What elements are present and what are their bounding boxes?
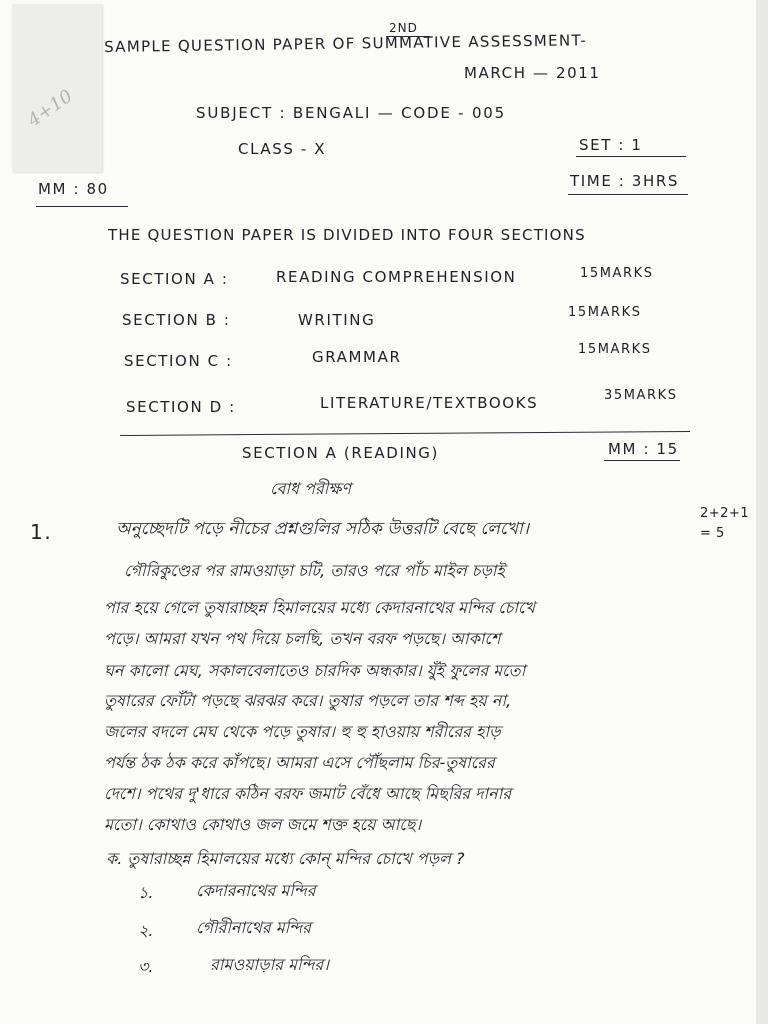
- section-c-marks: 15MARKS: [578, 342, 652, 357]
- section-a-subheading: বোধ পরীক্ষণ: [270, 479, 351, 498]
- section-a-marks-underline: [604, 460, 680, 461]
- option-text: রামওয়াড়ার মন্দির।: [210, 955, 329, 974]
- subject-line: SUBJECT : BENGALI — CODE - 005: [196, 104, 506, 122]
- section-d-marks: 35MARKS: [604, 388, 678, 403]
- set-number: SET : 1: [579, 136, 643, 154]
- section-c-name: SECTION C :: [124, 352, 233, 370]
- section-a-name: SECTION A :: [120, 270, 229, 288]
- passage-line: পার হয়ে গেলে তুষারাচ্ছন্ন হিমালয়ের মধ্যে কেদারনাথের মন্দির চোখে: [104, 598, 535, 617]
- paper-title: SAMPLE QUESTION PAPER OF SUMMATIVE ASSESSMENT-: [104, 31, 588, 56]
- option-number: ১.: [138, 883, 154, 902]
- class-line: CLASS - X: [238, 140, 327, 158]
- question-instruction: অনুচ্ছেদটি পড়ে নীচের প্রশ্নগুলির সঠিক উত্তরটি বেছে লেখো।: [116, 519, 529, 539]
- page-edge: [756, 0, 768, 1024]
- option-number: ৩.: [138, 957, 154, 976]
- passage-line: দেশে। পথের দু'ধারে কঠিন বরফ জমাট বেঁধে আছে মিছরির দানার: [104, 784, 512, 803]
- question-number: 1.: [30, 520, 53, 544]
- paper-sticker: [12, 4, 102, 172]
- sub-question: ক. তুষারাচ্ছন্ন হিমালয়ের মধ্যে কোন্ মন্দির চোখে পড়ল ?: [106, 849, 465, 868]
- pencil-note: 4+10: [24, 85, 77, 132]
- option-text: কেদারনাথের মন্দির: [196, 881, 316, 900]
- section-d-name: SECTION D :: [126, 398, 236, 416]
- option-text: গৌরীনাথের মন্দির: [196, 918, 311, 937]
- section-a-topic: READING COMPREHENSION: [276, 268, 517, 286]
- section-a-heading: SECTION A (READING): [242, 444, 439, 462]
- question-marks-top: 2+2+1: [700, 506, 750, 521]
- section-d-topic: LITERATURE/TEXTBOOKS: [320, 394, 539, 412]
- sections-intro: THE QUESTION PAPER IS DIVIDED INTO FOUR SECTIONS: [108, 226, 586, 244]
- time-allowed: TIME : 3HRS: [570, 172, 679, 190]
- passage-line: গৌরিকুণ্ডের পর রামওয়াড়া চটি, তারও পরে পাঁচ মাইল চড়াই: [124, 561, 505, 580]
- max-marks-underline: [36, 206, 128, 207]
- option-number: ২.: [138, 921, 154, 940]
- time-underline: [568, 194, 688, 195]
- passage-line: তুষারের ফোঁটা পড়ছে ঝরঝর করে। তুষার পড়লে তার শব্দ হয় না,: [104, 691, 512, 710]
- section-b-name: SECTION B :: [122, 311, 231, 329]
- set-underline: [576, 156, 686, 157]
- passage-line: পর্যন্ত ঠক ঠক করে কাঁপছে। আমরা এসে পৌঁছলাম চির-তুষারের: [104, 753, 495, 772]
- section-c-topic: GRAMMAR: [312, 348, 402, 366]
- passage-line: পড়ে। আমরা যখন পথ দিয়ে চলছি, তখন বরফ পড়ছে। আকাশে: [104, 629, 501, 648]
- section-b-marks: 15MARKS: [568, 305, 642, 320]
- max-marks: MM : 80: [38, 180, 109, 198]
- passage-line: জলের বদলে মেঘ থেকে পড়ে তুষার। হু হু হাওয়ায় শরীরের হাড়: [104, 722, 501, 741]
- exam-date: MARCH — 2011: [464, 64, 601, 82]
- section-a-max-marks: MM : 15: [608, 440, 679, 458]
- passage-line: মতো। কোথাও কোথাও জল জমে শক্ত হয়ে আছে।: [104, 815, 422, 834]
- superscript-2nd: 2ND: [389, 21, 418, 35]
- passage-line: ঘন কালো মেঘ, সকালবেলাতেও চারদিক অন্ধকার। যুঁই ফুলের মতো: [104, 661, 526, 680]
- question-marks-bottom: = 5: [700, 526, 725, 541]
- section-a-marks: 15MARKS: [580, 266, 654, 281]
- section-b-topic: WRITING: [298, 311, 376, 329]
